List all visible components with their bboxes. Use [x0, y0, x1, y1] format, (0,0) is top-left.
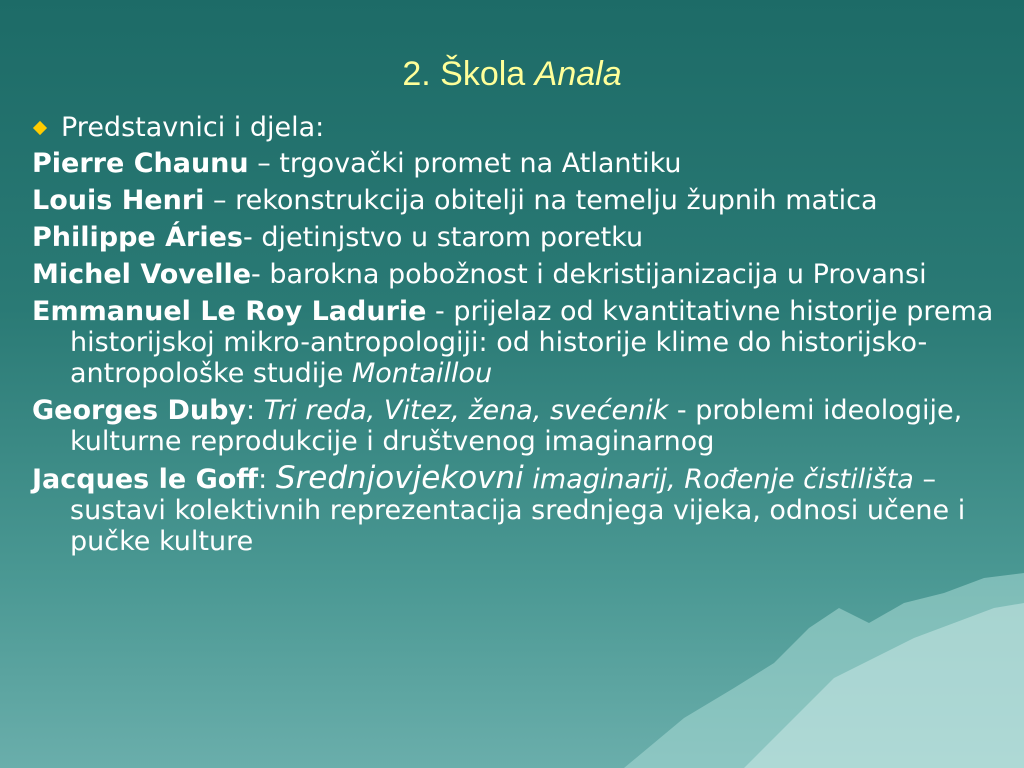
slide-content — [32, 112, 997, 563]
entry-vovelle — [32, 259, 997, 290]
heading-text: Predstavnici i djela: — [61, 112, 325, 143]
work-title: imaginarij, Rođenje čistilišta — [523, 464, 914, 495]
slide-title — [0, 55, 1024, 94]
entry-text: - djetinjstvo u starom poretku — [243, 222, 644, 253]
entry-ladurie — [32, 296, 997, 389]
author-name: Michel Vovelle — [32, 259, 252, 290]
author-name: Emmanuel Le Roy Ladurie — [32, 296, 427, 327]
work-title: Tri reda, Vitez, žena, svećenik — [263, 395, 669, 426]
entry-text: - problemi ideologije, kulturne reprodukcije i društvenog imaginarnog — [70, 395, 963, 457]
entry-text: – rekonstrukcija obitelji na temelju župnih matica — [204, 185, 878, 216]
entry-aries — [32, 222, 997, 253]
mountain-graphic — [624, 568, 1024, 768]
entry-henri — [32, 185, 997, 216]
entry-text: - prijelaz od kvantitativne historije prema historijskoj mikro-antropologiji: od historije klime do historijsko-antropološke studije — [70, 296, 994, 389]
bullet-heading — [32, 112, 997, 144]
entry-separator: : — [246, 395, 264, 426]
title-text: 2. Škola — [402, 55, 535, 93]
work-title-large: Srednjovjekovni — [275, 460, 524, 496]
author-name: Pierre Chaunu — [32, 148, 249, 179]
entry-text: – trgovački promet na Atlantiku — [248, 148, 682, 179]
entry-chaunu — [32, 148, 997, 179]
title-italic: Anala — [534, 55, 622, 93]
entry-text: – sustavi kolektivnih reprezentacija srednjega vijeka, odnosi učene i pučke kulture — [70, 464, 966, 557]
author-name: Jacques le Goff — [32, 464, 259, 495]
entry-duby — [32, 395, 997, 457]
entry-text: - barokna pobožnost i dekristijanizacija u Provansi — [251, 259, 927, 290]
work-title: Montaillou — [351, 358, 493, 389]
entry-separator: : — [258, 464, 276, 495]
author-name: Louis Henri — [32, 185, 205, 216]
author-name: Georges Duby — [32, 395, 247, 426]
entry-legoff — [32, 460, 997, 557]
diamond-bullet-icon — [33, 121, 47, 135]
author-name: Philippe Áries — [32, 222, 243, 253]
